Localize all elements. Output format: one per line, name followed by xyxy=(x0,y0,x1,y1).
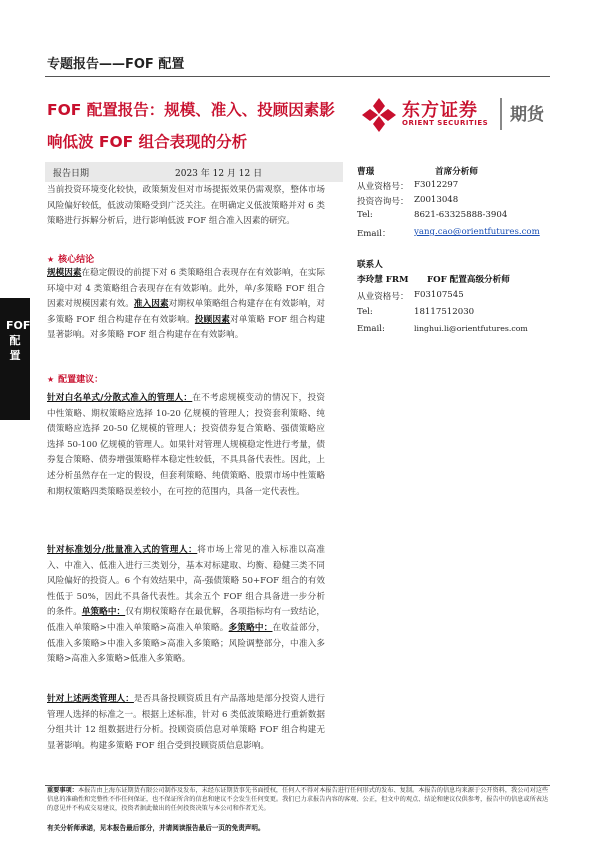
paragraph-lead: 针对标准划分/批量准入式的管理人： xyxy=(47,545,198,555)
section-heading-text: 配置建议： xyxy=(58,375,104,385)
info-value: F03107545 xyxy=(414,290,464,300)
logo-chinese-name: 东方证券 xyxy=(402,100,478,121)
contact-card xyxy=(357,258,552,338)
core-conclusions-paragraph xyxy=(47,266,325,344)
report-date-value: 2023 年 12 月 12 日 xyxy=(175,169,263,179)
both-managers-paragraph xyxy=(47,692,325,754)
analyst-name: 曹璟 xyxy=(357,167,375,177)
contact-heading: 联系人 xyxy=(357,260,383,270)
contact-email-link[interactable]: linghui.li@orientfutures.com xyxy=(414,324,528,333)
section-title: 专题报告——FOF 配置 xyxy=(47,57,185,72)
report-date-label: 报告日期 xyxy=(53,169,90,179)
report-title-line-2: 响低波 FOF 组合表现的分析 xyxy=(47,133,248,151)
logo-english-name: ORIENT SECURITIES xyxy=(402,119,489,127)
contact-name-row xyxy=(357,273,552,288)
paragraph-text: 在稳定假设的前提下对 6 类策略组合表现存在有效影响，在实际环境中对 4 类策略组合表现存在有效影响。此外，单/多策略 FOF 组合因素对规模因素有效。 xyxy=(47,268,325,310)
info-value: Z0013048 xyxy=(414,195,459,205)
paragraph-text: 仅有期权策略存在最优解，各项指标均有一致结论，低准入单策略>中准入单策略>高准入单策略。 xyxy=(47,607,325,633)
analyst-info-row xyxy=(357,227,552,242)
star-bullet-icon: ★ xyxy=(47,255,55,264)
analyst-commitment-note: 有关分析师承诺，见本报告最后部分，并请阅读报告最后一页的免责声明。 xyxy=(47,824,265,832)
disclaimer-text xyxy=(47,786,552,814)
disclaimer-lead: 重要事项： xyxy=(47,787,78,794)
keyword-advisor-factor: 投顾因素 xyxy=(194,314,231,325)
analyst-title: 首席分析师 xyxy=(435,167,478,177)
contact-info-row xyxy=(357,307,552,322)
disclaimer-body: 本报告由上海东证期货有限公司制作及发布，未经东证期货事先书面授权，任何人不得对本报告进行任何形式的发布、复制。本报告的信息均来源于公开资料，我公司对这些信息的准确性和完整性不作任何保证，也不保证所含的信息和建议不会发生任何变更。我们已力求报告内容的客观、公正，但文中的观点、结论和建议仅供参考，报告中的信息或所表达的意见并不构成交易建议，投资者据此做出的任何投资决策与本公司和作者无关。 xyxy=(47,787,549,813)
analyst-card xyxy=(357,165,552,245)
company-logo xyxy=(360,94,555,136)
info-label: Email: xyxy=(357,324,385,334)
paragraph-text: 在收益部分，低准入多策略>中准入多策略>高准入多策略；风险调整部分，中准入多策略>高准入多策略>低准入多策略。 xyxy=(47,622,325,665)
info-value: 18117512030 xyxy=(414,307,475,317)
info-label: Email： xyxy=(357,229,391,239)
info-label: Tel: xyxy=(357,210,373,220)
contact-info-row xyxy=(357,324,552,339)
paragraph-lead: 针对白名单式/分散式准入的管理人： xyxy=(47,393,193,403)
info-label: Tel: xyxy=(357,307,373,317)
star-bullet-icon: ★ xyxy=(47,375,55,384)
logo-divider xyxy=(500,98,502,130)
contact-info-row xyxy=(357,290,552,305)
intro-paragraph: 当前投资环境变化较快，政策频发但对市场提振效果仍需观察，整体市场风险偏好较低，低波动策略受到广泛关注。在明确定义低波策略并对 6 类策略进行拆解分析后，进行影响低波 FOF 组合准入因素的研究。 xyxy=(47,185,325,227)
info-label: 从业资格号： xyxy=(357,292,409,302)
info-value: 8621-63325888-3904 xyxy=(414,210,508,220)
logo-futures-label: 期货 xyxy=(510,105,544,125)
orient-logo-icon xyxy=(360,96,398,134)
paragraph-text: 对期权单策略组合构建存在有效影响，对多策略 FOF 组合构建存在有效影响。 xyxy=(47,299,325,325)
info-value: F3012297 xyxy=(414,180,459,190)
paragraph-text: 在不考虑规模变动的情况下，投资中性策略、期权策略应选择 10-20 亿规模的管理人；投资套利策略、纯债策略应选择 20-50 亿规模的管理人；投资债券复合策略、强债策略应选择 50-100 亿规模的管理人。如果针对管理人规模稳定性进行考量，债券复合策略、债券增强策略样本稳定性较低，不具具备代表性。因此，上述分析虽然存在一定的假设，但套利策略、纯债策略、股票市场中性策略和期权策略四类策略误差较小，在可控的范围内，具备一定代表性。 xyxy=(47,393,325,497)
analyst-name-row xyxy=(357,165,552,180)
analyst-info-row xyxy=(357,210,552,225)
keyword-multi-strategy: 多策略中： xyxy=(228,622,273,633)
paragraph-text: 将市场上常见的准入标准以高准入、中准入、低准入进行三类划分，基本对标建取、均衡、稳健三类不同风险偏好的投资人。6 个有效结果中，高-强债策略 50+FOF 组合的有效性低于 50%，因此不具备代表性。其余五个 FOF 组合具备进一步分析的条件。 xyxy=(47,545,325,618)
section-heading-core-conclusions xyxy=(47,252,94,265)
keyword-single-strategy: 单策略中： xyxy=(81,607,126,618)
report-title xyxy=(47,94,347,158)
whitelist-manager-paragraph xyxy=(47,391,325,500)
section-heading-text: 核心结论 xyxy=(58,255,95,265)
contact-title: FOF 配置高级分析师 xyxy=(427,275,510,285)
paragraph-lead: 针对上述两类管理人： xyxy=(47,694,134,704)
info-label: 从业资格号： xyxy=(357,182,409,192)
section-heading-allocation-advice xyxy=(47,372,103,385)
report-date-bar xyxy=(45,162,343,182)
sidebar-category-tab xyxy=(0,298,30,420)
paragraph-text: 是否具备投顾资质且有产品落地是部分投资人进行管理人选择的标准之一。根据上述标准，针对 6 类低波策略进行重新数据分组共计 12 组数据进行分析。投顾资质信息对单策略 FOF 组合构建无显著影响。构建多策略 FOF 组合受到投顾资质信息影响。 xyxy=(47,694,325,751)
info-label: 投资咨询号： xyxy=(357,197,409,207)
report-title-line-1: FOF 配置报告：规模、准入、投顾因素影 xyxy=(47,101,335,119)
analyst-info-row xyxy=(357,195,552,210)
keyword-scale-factor: 规模因素 xyxy=(47,268,82,278)
keyword-access-factor: 准入因素 xyxy=(133,299,169,310)
analyst-email-link[interactable]: yang.cao@orientfutures.com xyxy=(414,227,540,237)
standard-manager-paragraph xyxy=(47,543,325,668)
contact-name: 李玲慧 FRM xyxy=(357,275,409,285)
analyst-info-row xyxy=(357,180,552,195)
header-divider xyxy=(45,76,550,77)
sidebar-category-label: FOF 配置 xyxy=(6,319,31,362)
paragraph-text: 对单策略 FOF 组合构建显著影响。对多策略 FOF 组合构建存在有效影响。 xyxy=(47,314,326,341)
